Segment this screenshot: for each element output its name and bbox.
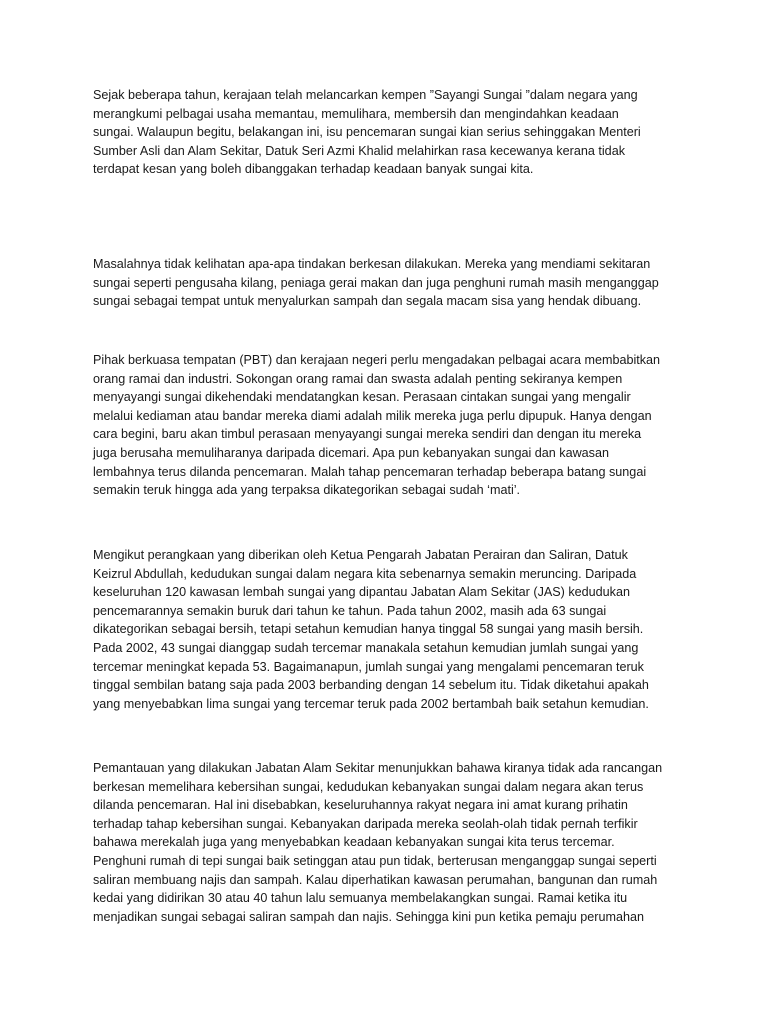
text-line: semakin teruk hingga ada yang terpaksa dikategorikan sebagai sudah ‘mati’. bbox=[93, 483, 521, 498]
text-line: merangkumi pelbagai usaha memantau, memulihara, membersih dan mengindahkan keadaan bbox=[93, 106, 619, 121]
text-line: terdapat kesan yang boleh dibanggakan terhadap keadaan banyak sungai kita. bbox=[93, 162, 534, 177]
text-line: menyayangi sungai dikehendaki mendatangkan kesan. Perasaan cintakan sungai yang mengalir bbox=[93, 390, 631, 405]
text-line: tercemar meningkat kepada 53. Bagaimanapun, jumlah sungai yang mengalami pencemaran teruk bbox=[93, 659, 644, 674]
text-line: yang menyebabkan lima sungai yang tercemar teruk pada 2002 bertambah baik setahun kemudian. bbox=[93, 696, 649, 711]
text-line: saliran membuang najis dan sampah. Kalau diperhatikan kawasan perumahan, bangunan dan rumah bbox=[93, 872, 658, 887]
text-line: Keizrul Abdullah, kedudukan sungai dalam negara kita sebenarnya semakin meruncing. Daripada bbox=[93, 566, 637, 581]
text-line: Pemantauan yang dilakukan Jabatan Alam Sekitar menunjukkan bahawa kiranya tidak ada rancangan bbox=[93, 761, 663, 775]
text-line: bahawa merekalah juga yang menyebabkan keadaan kebanyakan sungai kita terus tercemar. bbox=[93, 835, 615, 850]
text-line: cara begini, baru akan timbul perasaan menyayangi sungai mereka sendiri dan dengan itu mereka bbox=[93, 427, 642, 442]
text-line: tinggal sembilan batang saja pada 2003 berbanding dengan 14 sebelum itu. Tidak diketahui apakah bbox=[93, 678, 649, 693]
paragraph-jas-monitoring bbox=[93, 759, 683, 926]
text-line: Pada 2002, 43 sungai dianggap sudah tercemar manakala setahun kemudian jumlah sungai yang bbox=[93, 640, 639, 655]
paragraph-sayangi-sungai-campaign bbox=[93, 86, 683, 179]
text-line: orang ramai dan industri. Sokongan orang ramai dan swasta adalah penting sekiranya kempen bbox=[93, 371, 623, 386]
text-line: menjadikan sungai sebagai saliran sampah dan najis. Sehingga kini pun ketika pemaju perumahan bbox=[93, 909, 644, 924]
text-line: pencemarannya semakin buruk dari tahun ke tahun. Pada tahun 2002, masih ada 63 sungai bbox=[93, 603, 607, 618]
text-line: Pihak berkuasa tempatan (PBT) dan kerajaan negeri perlu mengadakan pelbagai acara membabitkan bbox=[93, 353, 661, 367]
text-line: sungai. Walaupun begitu, belakangan ini, isu pencemaran sungai kian serius sehinggakan Menteri bbox=[93, 125, 641, 140]
text-line: Sejak beberapa tahun, kerajaan telah melancarkan kempen ”Sayangi Sungai ”dalam negara yang bbox=[93, 88, 638, 102]
text-line: Masalahnya tidak kelihatan apa-apa tindakan berkesan dilakukan. Mereka yang mendiami sekitaran bbox=[93, 257, 651, 271]
text-line: kedai yang didirikan 30 atau 40 tahun lalu semuanya membelakangkan sungai. Ramai ketika itu bbox=[93, 891, 628, 906]
text-line: dilanda pencemaran. Hal ini disebabkan, keseluruhannya rakyat negara ini amat kurang prihatin bbox=[93, 798, 628, 813]
text-line: sungai seperti pengusaha kilang, peniaga gerai makan dan juga penghuni rumah masih menganggap bbox=[93, 275, 659, 290]
text-line: lembahnya terus dilanda pencemaran. Malah tahap pencemaran terhadap beberapa batang sungai bbox=[93, 464, 647, 479]
text-line: terhadap tahap kebersihan sungai. Kebanyakan daripada mereka seolah-olah tidak pernah terfikir bbox=[93, 816, 638, 831]
text-line: Mengikut perangkaan yang diberikan oleh Ketua Pengarah Jabatan Perairan dan Saliran, Datuk bbox=[93, 548, 628, 562]
text-line: juga berusaha memuliharanya daripada dicemari. Apa pun kebanyakan sungai dan kawasan bbox=[93, 445, 609, 460]
paragraph-no-effective-action bbox=[93, 255, 683, 311]
text-line: keseluruhan 120 kawasan lembah sungai yang dipantau Jabatan Alam Sekitar (JAS) kedudukan bbox=[93, 585, 630, 600]
text-line: melalui kediaman atau bandar mereka diami adalah milik mereka juga perlu dipupuk. Hanya dengan bbox=[93, 408, 652, 423]
text-line: Sumber Asli dan Alam Sekitar, Datuk Seri Azmi Khalid melahirkan rasa kecewanya kerana tidak bbox=[93, 143, 625, 158]
text-line: berkesan memelihara kebersihan sungai, kedudukan kebanyakan sungai dalam negara akan terus bbox=[93, 779, 644, 794]
text-line: dikategorikan sebagai bersih, tetapi setahun kemudian hanya tinggal 58 sungai yang masih bersih. bbox=[93, 622, 644, 637]
paragraph-local-authority-role bbox=[93, 351, 683, 500]
text-line: sungai sebagai tempat untuk menyalurkan sampah dan segala macam sisa yang hendak dibuang. bbox=[93, 294, 642, 309]
paragraph-river-statistics bbox=[93, 546, 683, 713]
text-line: Penghuni rumah di tepi sungai baik setinggan atau pun tidak, berterusan menganggap sungai seperti bbox=[93, 853, 657, 868]
